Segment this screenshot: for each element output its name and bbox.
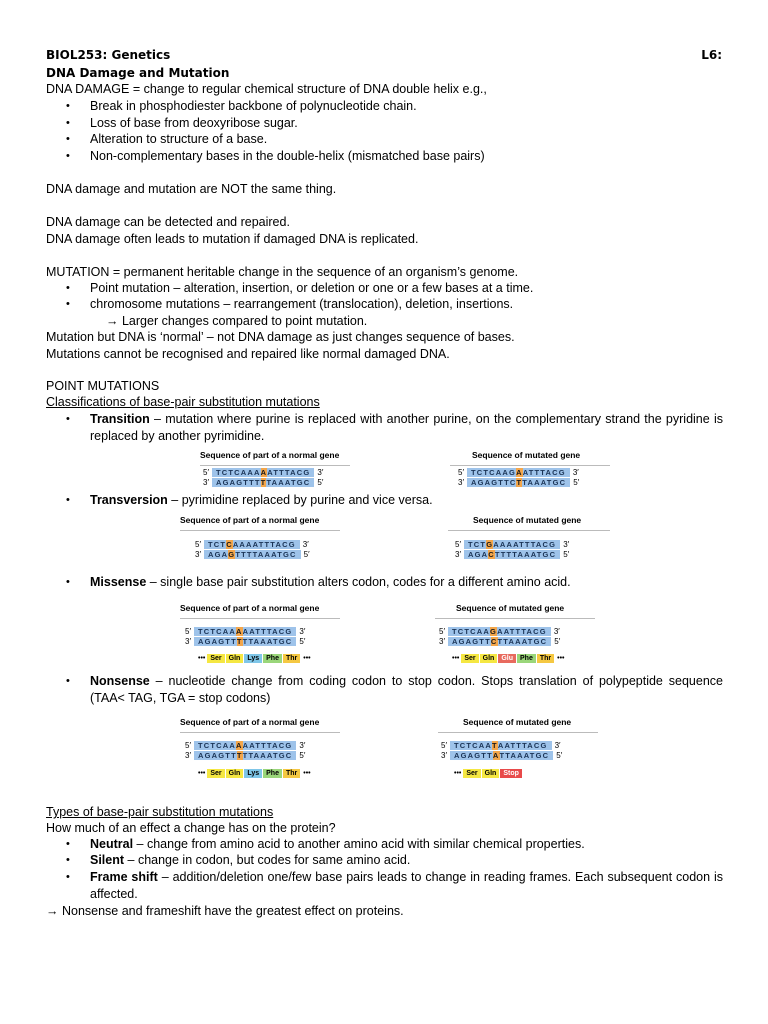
- mutated-base: A: [236, 741, 243, 750]
- transition-text: – mutation where purine is replaced with another purine, on the complementary strand the pyridine is replaced by another pyrimidine.: [90, 412, 723, 443]
- ellipsis: •••: [452, 655, 460, 662]
- amino-acid: Thr: [537, 654, 554, 663]
- transition-item: [90, 411, 723, 444]
- seq: AGAGTTC: [471, 478, 517, 487]
- amino-acid: Gln: [482, 769, 500, 778]
- five-prime: 5′: [573, 478, 580, 487]
- five-prime: 5′: [439, 627, 445, 636]
- mutation-bullet-1: Point mutation – alteration, insertion, or deletion or one or a few bases at a time.: [90, 281, 534, 295]
- transversion-text: – pyrimidine replaced by purine and vice versa.: [167, 493, 433, 507]
- bullet: •: [66, 100, 70, 112]
- normal-top-strand: [182, 627, 308, 636]
- mutated-top-strand: [455, 468, 582, 477]
- mutated-gene-caption: Sequence of mutated gene: [473, 515, 582, 525]
- damage-bullet-4: Non-complementary bases in the double-helix (mismatched base pairs): [90, 149, 485, 163]
- five-prime: 5′: [195, 540, 201, 549]
- leads-text: DNA damage often leads to mutation if damaged DNA is replicated.: [46, 232, 419, 246]
- mutated-base: C: [226, 540, 233, 549]
- seq: AATTTACG: [242, 741, 293, 750]
- amino-acid: Gln: [480, 654, 498, 663]
- amino-acid: Glu: [498, 654, 516, 663]
- divider: [448, 530, 610, 531]
- missense-text: – single base pair substitution alters codon, codes for a different amino acid.: [146, 575, 571, 589]
- amino-acid: Ser: [463, 769, 480, 778]
- amino-acid: Ser: [207, 769, 224, 778]
- divider: [180, 618, 340, 619]
- missense-figure: [180, 603, 610, 668]
- seq: TCT: [468, 540, 487, 549]
- normal-top-strand: [192, 540, 312, 549]
- five-prime: 5′: [563, 550, 570, 559]
- bullet: •: [66, 133, 70, 145]
- divider: [438, 732, 598, 733]
- missense-term: Missense: [90, 575, 147, 589]
- seq: AGA: [208, 550, 229, 559]
- amino-acid: Gln: [226, 769, 244, 778]
- amino-acid: Thr: [283, 654, 300, 663]
- seq: ATTTACG: [267, 468, 311, 477]
- transition-term: Transition: [90, 412, 150, 426]
- mutated-gene-caption: Sequence of mutated gene: [472, 450, 581, 460]
- seq: TAAATGC: [266, 478, 311, 487]
- three-prime: 3′: [299, 741, 306, 750]
- seq: AATTTACG: [242, 627, 293, 636]
- nonsense-item: [90, 673, 723, 706]
- mutated-base: T: [236, 751, 243, 760]
- damage-bullet-1: Break in phosphodiester backbone of polynucleotide chain.: [90, 99, 417, 113]
- mutated-amino-acids: [450, 654, 566, 663]
- seq: ATTTACG: [522, 468, 566, 477]
- divider: [180, 732, 340, 733]
- normal-bottom-strand: [182, 751, 308, 760]
- mutated-gene-caption: Sequence of mutated gene: [456, 603, 565, 613]
- divider: [200, 465, 350, 466]
- seq: AGAGTT: [454, 751, 493, 760]
- mutated-base: T: [260, 478, 267, 487]
- mutated-top-strand: [436, 627, 563, 636]
- seq: TCTCAA: [198, 627, 237, 636]
- seq: TCTCAA: [454, 741, 493, 750]
- three-prime: 3′: [455, 550, 461, 559]
- five-prime: 5′: [185, 627, 191, 636]
- silent-term: Silent: [90, 853, 125, 867]
- five-prime: 5′: [185, 741, 191, 750]
- not-same-text: DNA damage and mutation are NOT the same thing.: [46, 182, 337, 196]
- mutated-base: A: [492, 751, 500, 760]
- seq: AAAATTTACG: [493, 540, 557, 549]
- seq: TAAATGC: [522, 478, 567, 487]
- seq: TTTTAAATGC: [235, 550, 297, 559]
- damage-bullet-2: Loss of base from deoxyribose sugar.: [90, 116, 298, 130]
- ellipsis: •••: [557, 655, 565, 662]
- three-prime: 3′: [554, 741, 561, 750]
- seq: AGAGTT: [452, 637, 491, 646]
- ellipsis: •••: [198, 655, 206, 662]
- transversion-item: [90, 493, 433, 508]
- mutated-base: C: [490, 637, 498, 646]
- transversion-figure: [180, 515, 610, 560]
- types-subtitle: Types of base-pair substitution mutations: [46, 805, 274, 819]
- silent-text: – change in codon, but codes for same amino acid.: [124, 853, 411, 867]
- three-prime: 3′: [317, 468, 324, 477]
- amino-acid: Lys: [244, 654, 262, 663]
- dna-damage-definition: DNA DAMAGE = change to regular chemical structure of DNA double helix e.g.,: [46, 82, 487, 96]
- normal-gene-caption: Sequence of part of a normal gene: [180, 515, 320, 525]
- frameshift-term: Frame shift: [90, 870, 158, 884]
- amino-acid: Phe: [517, 654, 536, 663]
- mutated-base: C: [488, 550, 495, 559]
- seq: AGAGTTT: [216, 478, 261, 487]
- mutated-base: A: [236, 627, 243, 636]
- three-prime: 3′: [553, 627, 560, 636]
- transition-figure: [180, 450, 610, 490]
- nonsense-text: – nucleotide change from coding codon to stop codon. Stops translation of polypeptide sequence (TAA< TAG, TGA = stop codons): [90, 674, 723, 705]
- seq: TCTCAAA: [216, 468, 261, 477]
- seq: AATTTACG: [497, 741, 548, 750]
- ellipsis: •••: [198, 770, 206, 777]
- mutated-base: G: [486, 540, 494, 549]
- seq: AATTTACG: [497, 627, 547, 636]
- five-prime: 5′: [299, 637, 306, 646]
- seq: AGA: [468, 550, 489, 559]
- bullet: •: [66, 576, 70, 588]
- mutation-normal-text: Mutation but DNA is ‘normal’ – not DNA damage as just changes sequence of bases.: [46, 330, 515, 344]
- mutation-definition: MUTATION = permanent heritable change in the sequence of an organism’s genome.: [46, 265, 519, 279]
- seq: TTAAATGC: [242, 637, 293, 646]
- mutated-base: T: [236, 637, 243, 646]
- seq: TTTTAAATGC: [494, 550, 557, 559]
- normal-bottom-strand: [192, 550, 313, 559]
- mutated-base: G: [228, 550, 236, 559]
- bullet: •: [66, 298, 70, 310]
- seq: AAAATTTACG: [232, 540, 296, 549]
- mutated-gene-caption: Sequence of mutated gene: [463, 717, 572, 727]
- mutated-bottom-strand: [436, 637, 563, 646]
- damage-bullet-3: Alteration to structure of a base.: [90, 132, 268, 146]
- mutated-base: A: [260, 468, 268, 477]
- normal-gene-caption: Sequence of part of a normal gene: [200, 450, 340, 460]
- mutated-top-strand: [438, 741, 564, 750]
- classification-subtitle: Classifications of base-pair substitution mutations: [46, 395, 320, 409]
- frameshift-text: – addition/deletion one/few base pairs leads to change in reading frames. Each subsequent codon is affected.: [90, 870, 723, 901]
- mutated-top-strand: [452, 540, 572, 549]
- seq: TCTCAA: [452, 627, 491, 636]
- amino-acid: Thr: [283, 769, 300, 778]
- lecture-number: L6:: [701, 48, 722, 62]
- conclusion-text: → Nonsense and frameshift have the greatest effect on proteins.: [46, 904, 404, 918]
- missense-item: [90, 575, 571, 590]
- seq: TCTCAA: [198, 741, 237, 750]
- ellipsis: •••: [303, 770, 311, 777]
- mutation-cannot-text: Mutations cannot be recognised and repaired like normal damaged DNA.: [46, 347, 450, 361]
- neutral-item: [90, 837, 585, 852]
- amino-acid: Phe: [263, 769, 282, 778]
- normal-gene-caption: Sequence of part of a normal gene: [180, 717, 320, 727]
- mutated-amino-acids: [452, 769, 523, 778]
- three-prime: 3′: [302, 540, 309, 549]
- course-title: BIOL253: Genetics: [46, 48, 171, 62]
- bullet: •: [66, 282, 70, 294]
- larger-changes-note: → Larger changes compared to point mutation.: [106, 314, 368, 328]
- neutral-term: Neutral: [90, 837, 134, 851]
- seq: TTAAATGC: [242, 751, 293, 760]
- five-prime: 5′: [303, 550, 310, 559]
- seq: AGAGTT: [198, 637, 237, 646]
- amino-acid: Gln: [226, 654, 244, 663]
- bullet: •: [66, 854, 70, 866]
- normal-gene-caption: Sequence of part of a normal gene: [180, 603, 320, 613]
- normal-bottom-strand: [200, 478, 326, 487]
- section-title: DNA Damage and Mutation: [46, 66, 230, 80]
- page-header: [46, 48, 722, 62]
- mutated-bottom-strand: [455, 478, 582, 487]
- seq: TTAAATGC: [499, 751, 550, 760]
- three-prime: 3′: [572, 468, 579, 477]
- divider: [180, 530, 340, 531]
- amino-acid: Phe: [263, 654, 282, 663]
- point-mutations-title: POINT MUTATIONS: [46, 379, 160, 393]
- stop-codon: Stop: [500, 769, 522, 778]
- three-prime: 3′: [299, 627, 306, 636]
- divider: [435, 618, 595, 619]
- mutated-base: T: [516, 478, 523, 487]
- three-prime: 3′: [195, 550, 201, 559]
- nonsense-term: Nonsense: [90, 674, 150, 688]
- seq: TCTCAAG: [471, 468, 517, 477]
- mutated-bottom-strand: [438, 751, 565, 760]
- amino-acid: Ser: [461, 654, 478, 663]
- normal-bottom-strand: [182, 637, 308, 646]
- five-prime: 5′: [455, 540, 461, 549]
- silent-item: [90, 853, 410, 868]
- frameshift-item: [90, 869, 723, 902]
- normal-top-strand: [182, 741, 308, 750]
- five-prime: 5′: [441, 741, 447, 750]
- seq: TCT: [208, 540, 227, 549]
- three-prime: 3′: [458, 478, 464, 487]
- five-prime: 5′: [554, 637, 561, 646]
- ellipsis: •••: [303, 655, 311, 662]
- bullet: •: [66, 838, 70, 850]
- normal-amino-acids: [196, 769, 313, 778]
- amino-acid: Lys: [244, 769, 262, 778]
- amino-acid: Ser: [207, 654, 224, 663]
- five-prime: 5′: [556, 751, 563, 760]
- three-prime: 3′: [439, 637, 445, 646]
- bullet: •: [66, 871, 70, 883]
- three-prime: 3′: [203, 478, 209, 487]
- mutated-bottom-strand: [452, 550, 572, 559]
- seq: AGAGTT: [198, 751, 237, 760]
- bullet: •: [66, 413, 70, 425]
- ellipsis: •••: [454, 770, 462, 777]
- nonsense-figure: [180, 717, 610, 782]
- bullet: •: [66, 494, 70, 506]
- three-prime: 3′: [185, 637, 191, 646]
- three-prime: 3′: [185, 751, 191, 760]
- five-prime: 5′: [203, 468, 209, 477]
- seq: TTAAATGC: [497, 637, 548, 646]
- five-prime: 5′: [317, 478, 324, 487]
- mutated-base: G: [490, 627, 498, 636]
- divider: [450, 465, 610, 466]
- bullet: •: [66, 117, 70, 129]
- neutral-text: – change from amino acid to another amino acid with similar chemical properties.: [133, 837, 585, 851]
- three-prime: 3′: [441, 751, 447, 760]
- bullet: •: [66, 150, 70, 162]
- bullet: •: [66, 675, 70, 687]
- three-prime: 3′: [563, 540, 570, 549]
- mutation-bullet-2: chromosome mutations – rearrangement (translocation), deletion, insertions.: [90, 297, 514, 311]
- normal-amino-acids: [196, 654, 313, 663]
- detected-text: DNA damage can be detected and repaired.: [46, 215, 290, 229]
- normal-top-strand: [200, 468, 326, 477]
- mutated-base: A: [516, 468, 523, 477]
- five-prime: 5′: [458, 468, 464, 477]
- types-question: How much of an effect a change has on the protein?: [46, 821, 336, 835]
- transversion-term: Transversion: [90, 493, 168, 507]
- mutated-base: T: [492, 741, 498, 750]
- five-prime: 5′: [299, 751, 306, 760]
